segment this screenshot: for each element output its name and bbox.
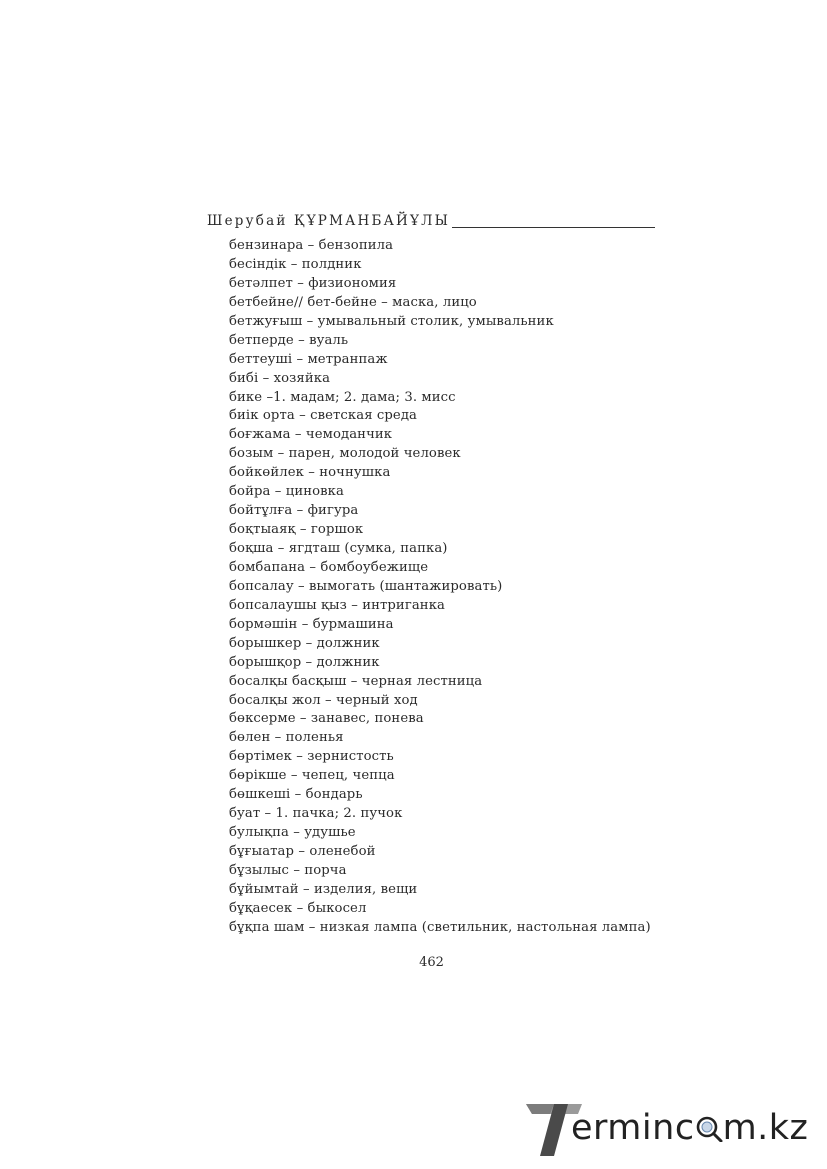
dictionary-entry: бормәшін – бурмашина (229, 616, 394, 632)
dictionary-entry: бойра – циновка (229, 484, 344, 500)
dictionary-entry: бике –1. мадам; 2. дама; 3. мисс (229, 389, 456, 405)
termincom-logo (524, 1098, 820, 1160)
dictionary-entry: бесіндік – полдник (229, 256, 362, 272)
dictionary-entry: босалқы жол – черный ход (229, 692, 418, 708)
dictionary-entry: биік орта – светская среда (229, 408, 418, 424)
dictionary-entry: бұқаесек – быкосел (229, 900, 367, 916)
dictionary-entry: бөлен – поленья (229, 730, 344, 746)
logo-text-part: m.kz (722, 1108, 809, 1148)
dictionary-entry: бозым – парен, молодой человек (229, 446, 461, 462)
dictionary-entry: бұйымтай – изделия, вещи (229, 881, 418, 897)
dictionary-entry: буат – 1. пачка; 2. пучок (229, 806, 403, 822)
dictionary-entry: бойкөйлек – ночнушка (229, 465, 391, 481)
dictionary-entry: бойтұлға – фигура (229, 503, 359, 519)
dictionary-entry: булықпа – удушье (229, 825, 356, 841)
dictionary-entry: бетәлпет – физиономия (229, 275, 397, 291)
magnifier-icon (695, 1114, 723, 1142)
dictionary-entry: бетбейне// бет-бейне – маска, лицо (229, 294, 477, 310)
dictionary-entry: боғжама – чемоданчик (229, 427, 393, 443)
logo-text-part: c (674, 1108, 695, 1148)
logo-wordmark (571, 1108, 808, 1148)
dictionary-entry: бетжуғыш – умывальный столик, умывальник (229, 313, 554, 329)
dictionary-entry: бензинара – бензопила (229, 238, 394, 253)
logo-text-part: ermin (571, 1108, 675, 1148)
running-header (207, 211, 655, 231)
dictionary-entry: бомбапана – бомбоубежище (229, 559, 429, 575)
dictionary-entry: бетперде – вуаль (229, 332, 349, 348)
dictionary-entry: бұқпа шам – низкая лампа (светильник, настольная лампа) (229, 919, 651, 935)
dictionary-entry: босалқы басқыш – черная лестница (229, 673, 483, 689)
dictionary-entry: бөртімек – зернистость (229, 749, 394, 765)
dictionary-entry: борышкер – должник (229, 635, 380, 651)
header-rule (452, 227, 655, 228)
dictionary-entry: бопсалаушы қыз – интриганка (229, 597, 445, 613)
page-number: 462 (419, 955, 444, 970)
dictionary-entry: беттеуші – метранпаж (229, 351, 388, 367)
dictionary-entry: бұзылыс – порча (229, 862, 347, 878)
dictionary-entry: бибі – хозяйка (229, 370, 331, 386)
dictionary-entry: боқтыаяқ – горшок (229, 522, 364, 538)
header-title: Шерубай ҚҰРМАНБАЙҰЛЫ (207, 212, 451, 229)
dictionary-entries (229, 237, 651, 938)
dictionary-entry: бұғыатар – оленебой (229, 844, 376, 859)
dictionary-entry: бөксерме – занавес, понева (229, 711, 424, 727)
dictionary-entry: бөрікше – чепец, чепца (229, 768, 395, 784)
dictionary-entry: борышқор – должник (229, 654, 380, 670)
dictionary-entry: бопсалау – вымогать (шантажировать) (229, 578, 503, 594)
dictionary-entry: бөшкеші – бондарь (229, 787, 363, 803)
dictionary-entry: боқша – ягдташ (сумка, папка) (229, 541, 448, 556)
